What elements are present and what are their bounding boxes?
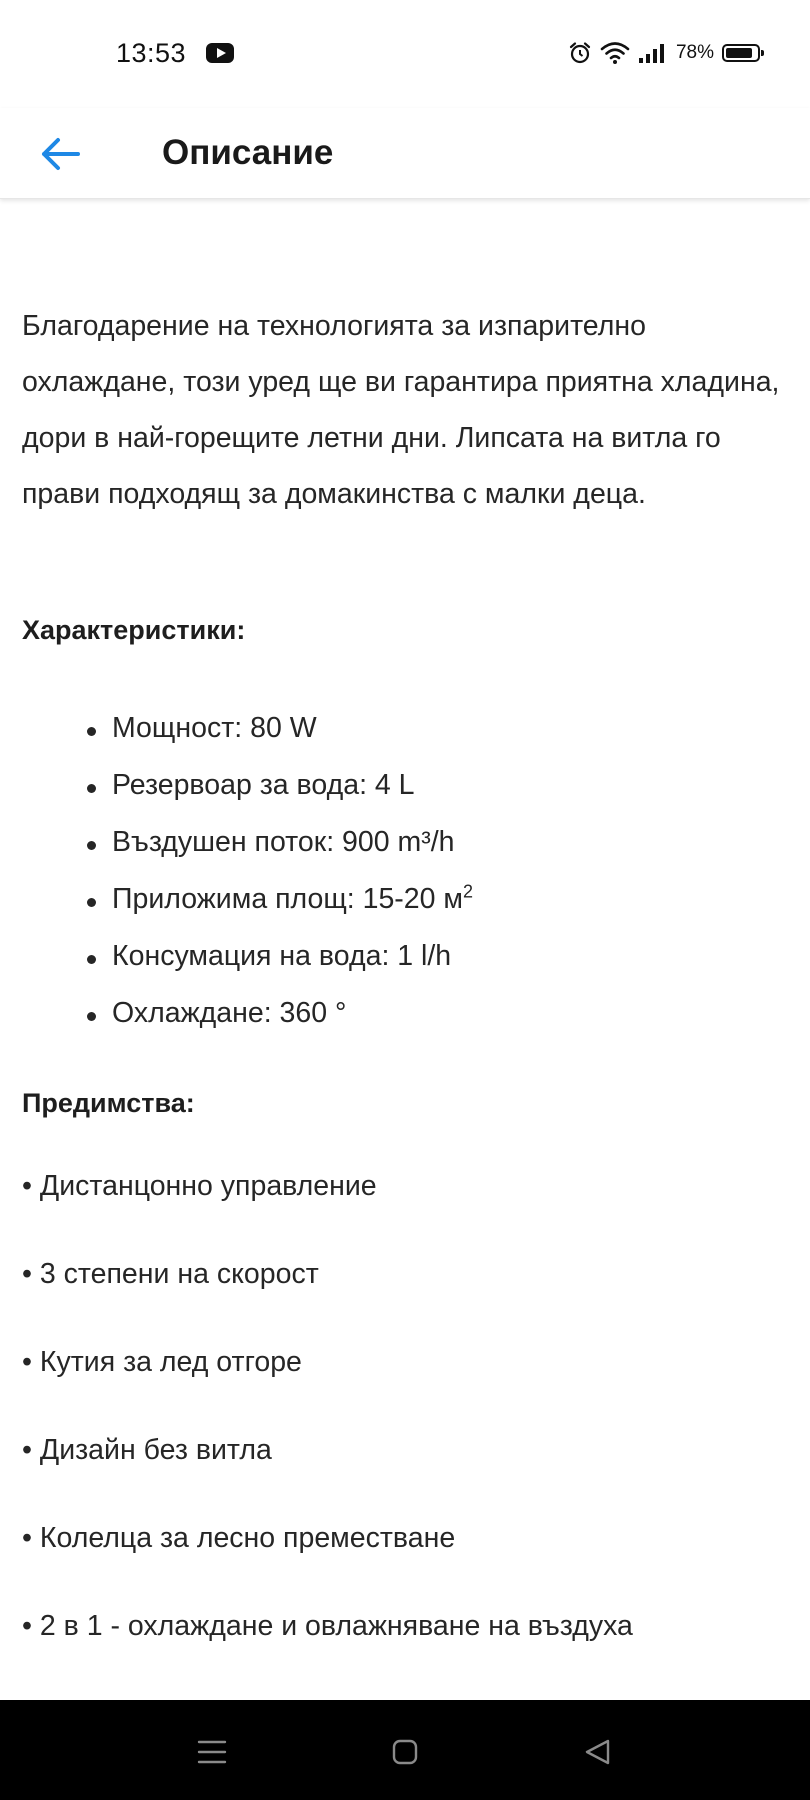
status-icons — [568, 38, 760, 68]
benefit-item: • Кутия за лед отгоре — [22, 1346, 302, 1378]
area-unit-superscript: 2 — [463, 881, 474, 902]
page-title: Описание — [162, 133, 334, 172]
recent-apps-button[interactable] — [184, 1724, 240, 1780]
feature-item: Мощност: 80 W — [0, 700, 473, 757]
benefit-item: • 2 в 1 - охлаждане и овлажняване на въздуха — [22, 1610, 633, 1642]
status-bar — [0, 0, 810, 108]
features-list — [0, 700, 473, 1042]
home-icon — [391, 1738, 419, 1766]
battery-icon — [722, 44, 760, 62]
back-button[interactable] — [30, 124, 90, 184]
alarm-icon — [568, 41, 592, 65]
back-triangle-icon — [583, 1737, 613, 1767]
feature-item: Приложима площ: 15-20 $м^2$ — [0, 871, 473, 928]
benefit-item: • 3 степени на скорост — [22, 1258, 319, 1290]
system-nav-bar — [0, 1700, 810, 1800]
youtube-icon — [206, 43, 234, 63]
signal-icon — [638, 41, 666, 65]
menu-icon — [197, 1738, 227, 1766]
system-back-button[interactable] — [570, 1724, 626, 1780]
features-heading: Характеристики: — [22, 615, 246, 645]
arrow-left-icon — [38, 136, 82, 172]
battery-percent: 78% — [675, 42, 714, 63]
feature-item: Резервоар за вода: 4 L — [0, 757, 473, 814]
feature-item: Консумация на вода: 1 l/h — [0, 928, 473, 985]
benefits-list — [22, 1164, 633, 1692]
app-bar — [0, 108, 810, 199]
benefit-item: • Дистанцонно управление — [22, 1170, 377, 1202]
wifi-icon — [600, 41, 630, 65]
benefit-item: • Колелца за лесно преместване — [22, 1522, 456, 1554]
description-content — [0, 200, 810, 1700]
benefit-item: • Дизайн без витла — [22, 1434, 272, 1466]
feature-item: Въздушен поток: 900 m³/h — [0, 814, 473, 871]
benefits-heading: Предимства: — [22, 1088, 195, 1118]
feature-item: Охлаждане: 360 ° — [0, 985, 473, 1042]
home-button[interactable] — [377, 1724, 433, 1780]
status-time: 13:53 — [116, 38, 187, 68]
intro-paragraph: Благодарение на технологията за изпарително охлаждане, този уред ще ви гарантира приятна хладина, дори в най-горещите летни дни. Липсата на витла го прави подходящ за домакинства с малки деца. — [22, 310, 780, 510]
